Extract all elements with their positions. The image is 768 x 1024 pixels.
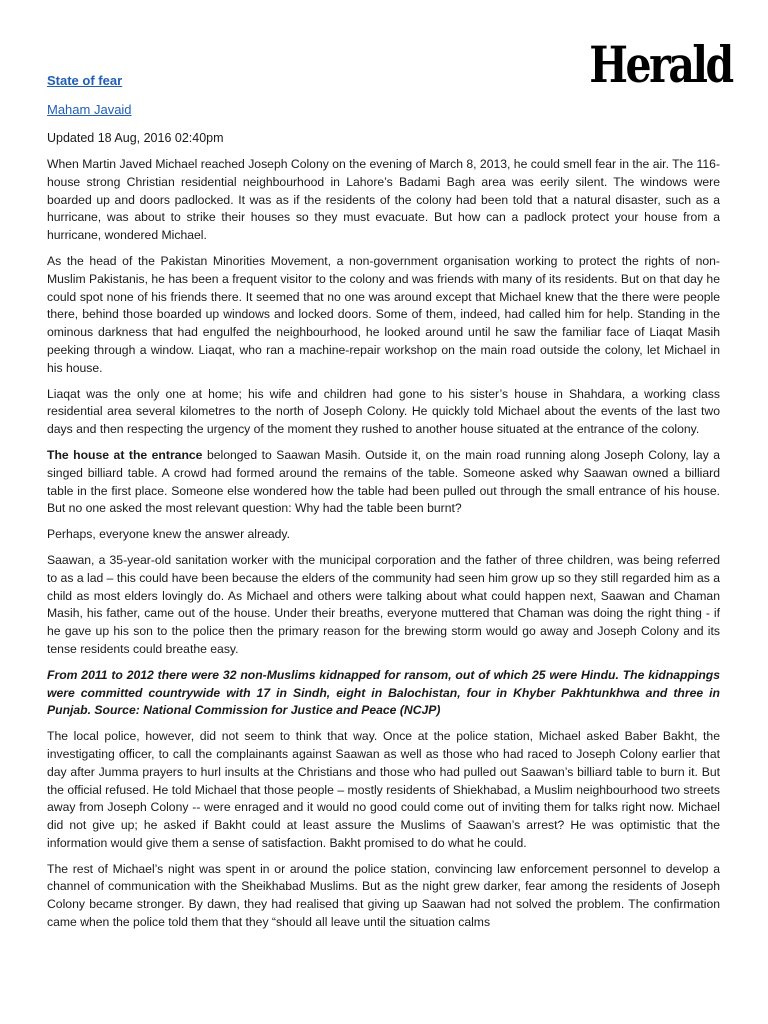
section-lead-bold: The house at the entrance xyxy=(47,447,203,462)
article-title-link[interactable]: State of fear xyxy=(47,73,123,88)
paragraph-9: The rest of Michael’s night was spent in or around the police station, convincing law enforcement personnel to develop a channel of communication with the Sheikhabad Muslims. But as the night grew darker, fear among the residents of Joseph Colony became stronger. By dawn, they had realised that giving up Saawan had not solved the problem. The confirmation came when the police told them that they “should all leave until the situation calms xyxy=(47,861,720,930)
document-page xyxy=(47,0,732,1024)
paragraph-4 xyxy=(47,447,720,518)
herald-logo: Herald xyxy=(589,35,732,94)
paragraph-8: The local police, however, did not seem to think that way. Once at the police station, Michael asked Baber Bakht, the investigating officer, to call the complainants against Saawan as well as those who had raced to Joseph Colony earlier that day after Jumma prayers to hurl insults at the Christians and those who had pulled out Saawan’s billiard table to burn it. But the official refused. He told Michael that those people – mostly residents of Shiekhabad, a Muslim neighbourhood two streets away from Joseph Colony -- were enraged and it would no good could come out of inviting them for talks right now. Michael did not give up; he asked if Bakht could at least assure the Muslims of Saawan’s arrest? He was optimistic that the information would give them a sense of satisfaction. Bakht promised to do what he could. xyxy=(47,729,720,850)
updated-timestamp: Updated 18 Aug, 2016 02:40pm xyxy=(47,131,224,145)
paragraph-4-text: belonged to Saawan Masih. Outside it, on the main road running along Joseph Colony, lay a singed billiard table. A crowd had formed around the remains of the table. Someone asked why Saawan owned a billiard table in the first place. Someone else wondered how the table had been pulled out through the small entrance of his house. But no one asked the most relevant question: Why had the table been burnt? xyxy=(47,447,720,516)
paragraph-5: Perhaps, everyone knew the answer already. xyxy=(47,527,290,542)
paragraph-1: When Martin Javed Michael reached Joseph Colony on the evening of March 8, 2013, he could smell fear in the air. The 116-house strong Christian residential neighbourhood in Lahore’s Badami Bagh area was eerily silent. The windows were boarded up and doors padlocked. It was as if the residents of the colony had been told that a natural disaster, such as a hurricane, was about to strike their houses so they must evacuate. But how can a padlock protect your house from a hurricane, wondered Michael. xyxy=(47,157,720,243)
article-body xyxy=(47,156,720,940)
author-link[interactable]: Maham Javaid xyxy=(47,102,132,117)
paragraph-6: Saawan, a 35-year-old sanitation worker with the municipal corporation and the father of three children, was being referred to as a lad – this could have been because the elders of the community had seen him grow up so they still regarded him as a child as most elders lovingly do. As Michael and others were talking about what could happen next, Saawan and Chaman Masih, his father, came out of the house. Under their breaths, everyone muttered that Chaman was doing the right thing - if he gave up his son to the police then the primary reason for the brewing storm would go away and Joseph Colony and its tense residents could breathe easy. xyxy=(47,552,720,656)
paragraph-3: Liaqat was the only one at home; his wife and children had gone to his sister’s house in Shahdara, a working class residential area several kilometres to the north of Joseph Colony. He quickly told Michael about the events of the last two days and then respecting the urgency of the moment they rushed to another house situated at the entrance of the colony. xyxy=(47,386,720,437)
statistics-note: From 2011 to 2012 there were 32 non-Muslims kidnapped for ransom, out of which 25 were Hindu. The kidnappings were committed countrywide with 17 in Sindh, eight in Balochistan, four in Khyber Pakhtunkhwa and three in Punjab. Source: National Commission for Justice and Peace (NCJP) xyxy=(47,667,720,718)
paragraph-2: As the head of the Pakistan Minorities Movement, a non-government organisation working to protect the rights of non-Muslim Pakistanis, he has been a frequent visitor to the colony and was friends with many of its residents. But on that day he could spot none of his friends there. It seemed that no one was around except that Michael knew that the there were people there, behind those boarded up windows and locked doors. Some of them, indeed, had called him for help. Standing in the ominous darkness that had engulfed the neighbourhood, he looked around until he saw the familiar face of Liaqat Masih peeking through a window. Liaqat, who ran a machine-repair workshop on the main road outside the colony, let Michael in his house. xyxy=(47,253,720,375)
